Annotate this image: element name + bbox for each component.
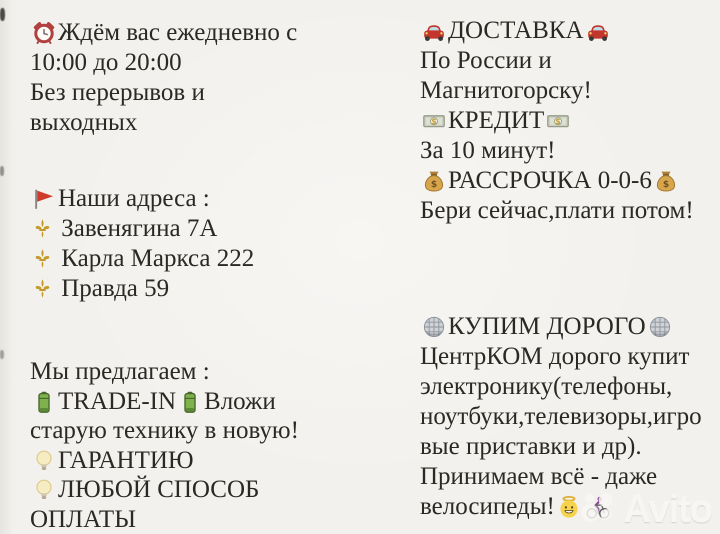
text-run: По России и: [420, 47, 552, 74]
text-run: Карла Маркса 222: [55, 245, 255, 272]
text-line: [30, 18, 297, 48]
text-run: ноутбуки,телевизоры,игро: [420, 403, 702, 430]
photo-edge-artifact: [0, 8, 5, 21]
text-line: [30, 274, 254, 304]
banknote-icon: [422, 106, 446, 136]
fleur-icon: [32, 244, 53, 274]
text-run: ЦентрКОМ дорого купит: [420, 343, 690, 370]
photo-edge-artifact: [0, 350, 4, 359]
text-line: [30, 505, 299, 534]
bulb-icon: [32, 446, 56, 476]
text-line: [30, 244, 254, 274]
text-run: Правда 59: [55, 275, 170, 302]
text-run: 10:00 до 20:00: [30, 49, 182, 76]
avito-watermark-text: Avito: [623, 489, 712, 531]
svg-text:$: $: [431, 116, 437, 126]
svg-text:$: $: [555, 116, 561, 126]
text-line: [420, 76, 694, 106]
text-run: электронику(телефоны,: [420, 373, 673, 400]
text-line: [420, 136, 694, 166]
text-line: [420, 16, 694, 46]
text-line: [420, 432, 702, 462]
text-line: [420, 402, 702, 432]
text-run: Без перерывов и: [30, 79, 205, 106]
opening-hours-block: [30, 18, 297, 138]
text-line: [420, 462, 702, 492]
fleur-icon: [32, 214, 53, 244]
text-line: [30, 387, 299, 417]
text-run: РАССРОЧКА 0-0-6: [448, 167, 652, 194]
text-line: [420, 196, 694, 226]
text-run: Принимаем всё - даже: [420, 463, 658, 490]
text-run: Бери сейчас,плати потом!: [420, 197, 694, 224]
text-line: [420, 342, 702, 372]
text-line: [30, 184, 254, 214]
text-line: [420, 312, 702, 342]
text-run: За 10 минут!: [420, 137, 556, 164]
text-line: [420, 46, 694, 76]
text-line: [420, 492, 702, 522]
text-line: [420, 372, 702, 402]
text-run: КУПИМ ДОРОГО: [448, 313, 646, 340]
text-run: ОПЛАТЫ: [30, 505, 136, 533]
battery-icon: [32, 387, 56, 417]
banknote-icon: [546, 106, 570, 136]
battery-icon: [178, 387, 202, 417]
bulb-icon: [32, 475, 56, 505]
text-line: [420, 166, 694, 196]
text-run: Наши адреса :: [58, 185, 210, 212]
text-run: велосипеды!: [420, 493, 555, 520]
photo-edge-artifact: [0, 166, 4, 176]
flag-icon: [32, 184, 56, 214]
moneybag-icon: [654, 166, 678, 196]
svg-text:$: $: [662, 180, 670, 191]
buyback-block: [420, 312, 702, 522]
text-line: [30, 416, 299, 446]
text-run: Завенягина 7А: [55, 215, 218, 242]
mirror-ball-icon: [422, 312, 446, 342]
car-icon: [422, 16, 446, 46]
addresses-block: [30, 184, 254, 304]
cyclist-icon: [585, 492, 611, 522]
text-run: выходных: [30, 109, 138, 136]
car-icon: [586, 16, 610, 46]
delivery-credit-block: [420, 16, 694, 226]
text-run: TRADE-IN: [58, 387, 177, 415]
text-line: [30, 214, 254, 244]
text-run: ДОСТАВКА: [448, 17, 584, 44]
text-run: Вложи: [204, 387, 276, 415]
text-line: [30, 108, 297, 138]
text-run: старую технику в новую!: [30, 417, 299, 444]
mirror-ball-icon: [648, 312, 672, 342]
text-line: [30, 78, 297, 108]
text-line: [30, 475, 299, 505]
text-line: [30, 357, 299, 387]
text-run: ГАРАНТИЮ: [58, 446, 194, 474]
svg-text:$: $: [430, 180, 438, 191]
text-run: ЛЮБОЙ СПОСОБ: [58, 476, 260, 503]
text-line: [420, 106, 694, 136]
text-run: вые приставки и др).: [420, 433, 642, 460]
smiling-face-icon: [557, 492, 581, 522]
alarm-clock-icon: [32, 18, 56, 48]
text-line: [30, 48, 297, 78]
text-run: Ждём вас ежедневно с: [58, 19, 298, 46]
text-line: [30, 446, 299, 476]
fleur-icon: [32, 274, 53, 304]
text-run: Мы предлагаем :: [30, 358, 210, 385]
text-run: Магнитогорску!: [420, 77, 592, 104]
text-run: КРЕДИТ: [448, 107, 545, 134]
offers-block: [30, 357, 299, 534]
moneybag-icon: [422, 166, 446, 196]
